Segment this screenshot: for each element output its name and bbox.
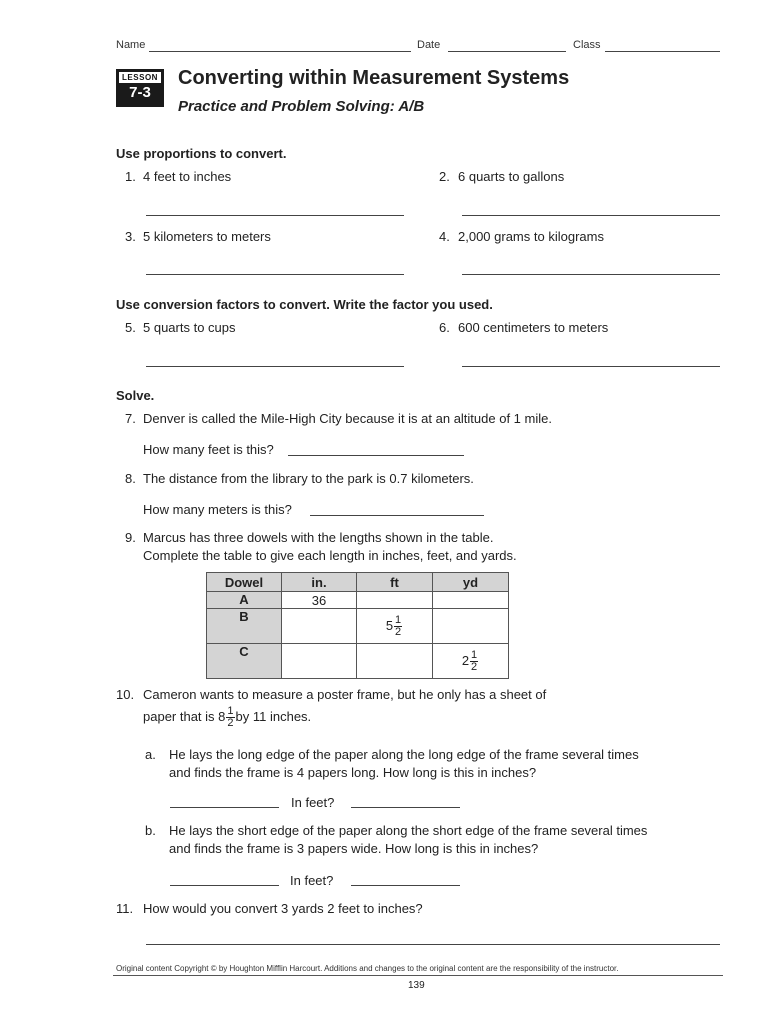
page-subtitle: Practice and Problem Solving: A/B [178, 98, 425, 115]
table-row [207, 644, 509, 679]
question-2-text: 6 quarts to gallons [458, 169, 565, 184]
answer-line-8[interactable] [310, 515, 484, 516]
fraction-numerator: 1 [395, 613, 402, 626]
lesson-badge-number: 7-3 [129, 84, 151, 101]
table-cell-empty[interactable] [357, 592, 433, 609]
table-header: ft [357, 573, 433, 592]
answer-line-10b-feet[interactable] [351, 885, 460, 886]
question-10-post: by 11 inches. [235, 708, 312, 724]
fraction-numerator: 1 [471, 648, 478, 661]
table-row-label: B [207, 609, 282, 644]
subquestion-label: b. [145, 823, 156, 838]
fraction-denominator: 2 [395, 625, 402, 638]
fraction [226, 706, 234, 729]
question-number: 5. [125, 320, 136, 335]
mixed-number-whole: 5 [385, 617, 394, 633]
question-1-text: 4 feet to inches [143, 169, 232, 184]
answer-line-7[interactable] [288, 455, 464, 456]
class-label: Class [573, 39, 601, 51]
class-field-line[interactable] [605, 51, 720, 52]
mixed-number-whole: 2 [461, 652, 470, 668]
table-cell-empty[interactable] [433, 609, 509, 644]
fraction-numerator: 1 [227, 705, 234, 717]
in-feet-label: In feet? [290, 873, 334, 888]
fraction [470, 650, 478, 673]
question-number: 6. [439, 320, 450, 335]
copyright-notice: Original content Copyright © by Houghton Mifflin Harcourt. Additions and changes to the original content are the responsibility of the instructor. [116, 964, 619, 973]
fraction-denominator: 2 [471, 660, 478, 673]
footer-divider [113, 975, 723, 976]
section-heading-proportions: Use proportions to convert. [116, 146, 287, 161]
page-number: 139 [408, 980, 425, 991]
question-number: 10. [116, 687, 135, 702]
lesson-badge-label: LESSON [119, 72, 161, 83]
question-10b-line-2: and finds the frame is 3 papers wide. How long is this in inches? [169, 841, 539, 856]
question-11-text: How would you convert 3 yards 2 feet to inches? [143, 901, 423, 916]
question-number: 8. [125, 471, 136, 486]
answer-line-11[interactable] [146, 944, 720, 945]
table-row-label: A [207, 592, 282, 609]
name-label: Name [116, 39, 146, 51]
table-cell-empty[interactable] [433, 592, 509, 609]
question-10b-line-1: He lays the short edge of the paper along the short edge of the frame several times [169, 823, 648, 838]
question-10-pre: paper that is 8 [143, 708, 226, 724]
table-cell-empty[interactable] [357, 644, 433, 679]
question-number: 2. [439, 169, 450, 184]
question-9-line-2: Complete the table to give each length in inches, feet, and yards. [143, 548, 517, 563]
question-7-text: Denver is called the Mile-High City because it is at an altitude of 1 mile. [143, 411, 552, 426]
question-10a-line-2: and finds the frame is 4 papers long. How long is this in inches? [169, 765, 537, 780]
question-10-line-1: Cameron wants to measure a poster frame, but he only has a sheet of [143, 687, 547, 702]
date-field-line[interactable] [448, 51, 566, 52]
name-field-line[interactable] [149, 51, 411, 52]
table-header: Dowel [207, 573, 282, 592]
table-row [207, 609, 509, 644]
table-row-label: C [207, 644, 282, 679]
table-header: yd [433, 573, 509, 592]
table-cell-empty[interactable] [282, 644, 357, 679]
page-title: Converting within Measurement Systems [178, 67, 570, 89]
table-cell-mixed-number [433, 644, 509, 679]
lesson-badge [116, 69, 164, 107]
table-header: in. [282, 573, 357, 592]
dowel-table [206, 572, 509, 679]
answer-line-2[interactable] [462, 215, 720, 216]
table-header-row [207, 573, 509, 592]
table-row [207, 592, 509, 609]
question-number: 7. [125, 411, 136, 426]
question-8-text: The distance from the library to the park is 0.7 kilometers. [143, 471, 474, 486]
question-number: 4. [439, 229, 450, 244]
table-cell: 36 [282, 592, 357, 609]
answer-line-10b-inches[interactable] [170, 885, 279, 886]
in-feet-label: In feet? [291, 795, 335, 810]
question-5-text: 5 quarts to cups [143, 320, 236, 335]
question-10-line-2 [143, 706, 311, 729]
answer-line-10a-inches[interactable] [170, 807, 279, 808]
question-6-text: 600 centimeters to meters [458, 320, 609, 335]
answer-line-1[interactable] [146, 215, 404, 216]
question-7-ask: How many feet is this? [143, 442, 274, 457]
fraction [394, 615, 402, 638]
question-4-text: 2,000 grams to kilograms [458, 229, 604, 244]
question-number: 11. [116, 901, 134, 916]
subquestion-label: a. [145, 747, 156, 762]
answer-line-5[interactable] [146, 366, 404, 367]
fraction-denominator: 2 [227, 717, 234, 729]
section-heading-conversion-factors: Use conversion factors to convert. Write the factor you used. [116, 297, 493, 312]
question-number: 1. [125, 169, 136, 184]
question-10a-line-1: He lays the long edge of the paper along the long edge of the frame several times [169, 747, 639, 762]
question-number: 3. [125, 229, 136, 244]
answer-line-3[interactable] [146, 274, 404, 275]
answer-line-6[interactable] [462, 366, 720, 367]
answer-line-10a-feet[interactable] [351, 807, 460, 808]
question-3-text: 5 kilometers to meters [143, 229, 271, 244]
question-8-ask: How many meters is this? [143, 502, 292, 517]
answer-line-4[interactable] [462, 274, 720, 275]
table-cell-mixed-number [357, 609, 433, 644]
date-label: Date [417, 39, 441, 51]
table-cell-empty[interactable] [282, 609, 357, 644]
question-9-line-1: Marcus has three dowels with the lengths shown in the table. [143, 530, 494, 545]
section-heading-solve: Solve. [116, 388, 155, 403]
question-number: 9. [125, 530, 136, 545]
